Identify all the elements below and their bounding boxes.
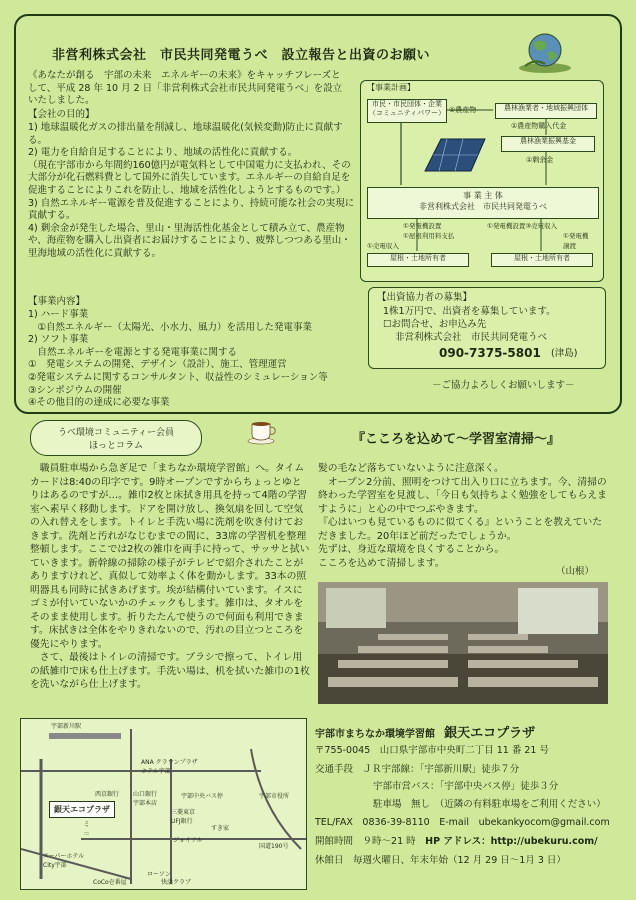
entity-label: 事 業 主 体 [463, 191, 503, 200]
facility-name-main: 銀天エコプラザ [444, 726, 536, 741]
purpose-item: 2) 電力を自給自足することにより、地域の活性化に貢献する。 （現在宇部市から年間約160億円が電気料として中国電力に支払われ、その大部分が化石燃料費として国外に消失しています。エネルギーの自給自足を促進することによりこれを防止し、地域を活性化しようとするものです。） [28, 147, 351, 196]
fund-box: 農林漁業振興基金 [501, 136, 595, 152]
transport-label: 交通手段 [315, 763, 354, 775]
map-west-bank-label: 西京銀行 [95, 791, 120, 798]
business-item: 自然エネルギーを電源とする発電事業に関する [28, 346, 238, 358]
business-item: ① 発電システムの開発、デザイン（設計）、施工、管理運営 [28, 359, 287, 371]
facility-info [315, 722, 625, 867]
map-mt-label: ミ ＝ [83, 820, 90, 838]
invest-heading: 【出資協力者の募集】 [377, 292, 473, 303]
plan-diagram [360, 80, 604, 282]
entity-name: 非営利株式会社 市民共同発電うべ [419, 202, 547, 211]
coffee-cup-icon [246, 414, 278, 446]
access-map [20, 718, 307, 890]
invest-line1: 1株1万円で、出資者を募集しています。 [383, 306, 556, 317]
business-item: ③シンポジウムの開催 [28, 384, 122, 396]
map-joyful-label: ジョイフル [173, 837, 203, 844]
purpose-item: 1) 地球温暖化ガスの排出量を削減し、地球温暖化(気候変動)防止に貢献する。 [28, 122, 343, 146]
page-title: 非営利株式会社 市民共同発電うべ 設立報告と出資のお願い [52, 48, 431, 63]
column-badge-line2: ほっとコラム [89, 441, 143, 451]
hp-link[interactable]: http://ubekuru.com/ [490, 835, 598, 847]
farm-payment-label: ①農産物購入代金 [511, 122, 567, 130]
hours-label: 開館時間 [315, 835, 354, 847]
generator-transfer-label: ①発電機 譲渡 [563, 232, 589, 250]
transport-bus: 宇部市営バス：「宇部中央バス停」徒歩３分 [373, 781, 559, 793]
purpose-list [28, 122, 358, 261]
globe-icon [515, 30, 575, 74]
map-route190-label: 国道190号 [259, 843, 289, 850]
column-badge-line1: うべ環境コミュニティー会員 [57, 428, 175, 438]
purpose-item: 3) 自然エネルギー電源を普及促進することにより、持続可能な社会の実現に貢献する。 [28, 197, 355, 222]
community-box: 市民・市民団体・企業 （コミュニティパワー） [367, 99, 447, 123]
business-list [28, 309, 368, 410]
business-item: ②発電システムに関するコンサルタント、収益性のシミュレーション等 [28, 371, 328, 383]
column-right-text: 髪の毛など落ちていないように注意深く。 オープン2分前、照明をつけて出入り口に立ちます。今、清掃の終わった学習室を見渡し、「今日も気持ちよく勉強をしてもらえますように」と心の中でつぶやきます。 『心はいつも見ているものに似てくる』ということを教えていただきました。20年ほど前だったでしょうか。 先ずは、身近な環境を良くすることから。 こころを込めて清掃します。 [318, 463, 607, 569]
classroom-photo [318, 582, 608, 704]
hours-value: ９時～21 時 [362, 835, 416, 847]
invest-phone: 090-7375-5801 [439, 346, 541, 360]
business-item: 2) ソフト事業 [28, 334, 89, 346]
invest-line2: ☐お問合せ、お申込み先 [383, 319, 487, 330]
business-item: ①自然エネルギー（太陽光、小水力、風力）を活用した発電事業 [28, 321, 313, 333]
thanks-text: －ご協力よろしくお願いします－ [432, 380, 575, 391]
map-lawson-label: ローソン [147, 871, 171, 878]
invest-line3: 非営利株式会社 市民共同発電うべ [395, 332, 548, 343]
intro-text: 《あなたが創る 宇部の未来 エネルギーの未来》をキャッチフレーズとして、平成 28 年 10 月 2 日「非営利株式会社市民共同発電うべ」を設立いたしました。 [28, 70, 343, 107]
column-title: 『こころを込めて～学習室清掃～』 [352, 432, 561, 447]
business-heading: 【事業内容】 [28, 296, 86, 307]
closed-value: 毎週火曜日、年末年始（12 月 29 日～1月 3 日） [353, 854, 566, 866]
map-bus-stop-label: 宇部中央バス停 [181, 793, 224, 800]
map-crown-label: ANA クラウンプラザ ホテル宇部 [141, 759, 198, 775]
business-item: ④その他目的の達成に必要な事業 [28, 397, 170, 409]
closed-label: 休館日 [315, 854, 344, 866]
rooftop-fee-label: ①屋根利用料支払 [403, 232, 455, 240]
plan-heading: 【事業計画】 [367, 83, 415, 92]
farm-products-label: ①農産物 [449, 106, 477, 114]
map-ufj-label: 三菱東京 UFJ銀行 [171, 809, 196, 825]
invest-contact-name: (津島) [551, 348, 578, 359]
owner-box-1: 屋根・土地所有者 [367, 253, 469, 267]
map-city-hall-label: 宇部市役所 [259, 793, 290, 800]
farm-group-box: 農林漁業者・地域振興団体 [495, 103, 597, 119]
tel-value: 0836-39-8110 [362, 817, 430, 829]
equipment-transfer-label: ①発電機設置③売電収入 [487, 222, 558, 230]
transport-jr: ＪＲ宇部線：「宇部新川駅」徒歩７分 [362, 763, 520, 775]
invest-box [368, 287, 606, 369]
plan-arrows [361, 81, 603, 281]
facility-name-prefix: 宇部市まちなか環境学習館 [315, 729, 435, 740]
map-super-hotel-label: スーパーホテル City宇部 [43, 853, 85, 869]
parking-text: 駐車場 無し （近隣の有料駐車場をご利用ください） [373, 798, 606, 810]
column-badge [30, 420, 202, 456]
install-label: ①発電機設置 [403, 222, 442, 230]
email-value[interactable]: ubekankyocom@gmail.com [478, 817, 610, 829]
map-club-label: 快活クラブ [161, 879, 192, 886]
hp-label: HP アドレス： [425, 835, 491, 847]
map-sukiya-label: すき家 [211, 825, 230, 832]
sales-income-label: ①売電収入 [367, 242, 399, 250]
map-coco-label: CoCo壱番屋 [93, 879, 127, 886]
column-left-text: 職員駐車場から急ぎ足で「まちなか環境学習館」へ。タイムカードは8:40の印字です。9時オープンですからちょっとゆとりはあるのですが…。雑巾2枚と床拭き用具を持って4階の学習室へ素早く移動します。ドアを開け放し、換気扇を回して空気の入れ替えをします。トイレと手洗い場に洗剤を吹き付けておきます。洗剤と汚れがなじむまでの間に、33席の学習机を整理整頓します。ここでは2枚の雑巾を両手に持って、サッサと拭いていきます。新幹線の掃除の様子がテレビで紹介されたことがありますけれど、真似して効率よく体を動かします。33本の照明器具も同時に拭きあげます。埃が結構付いています。イスにゴミが付いていないかのチェックもします。雑巾は、タオルをそのまま使用します。折りたたんで使うので何面も利用できます。床拭きは全体をやりきれないので、汚れの目立つところを優先にやります。 さて、最後はトイレの清掃です。ブラシで擦って、トイレ用の紙雑巾で床も仕上げます。手洗い場は、机を拭いた雑巾の1枚を洗いながら仕上げます。 [30, 463, 310, 690]
facility-address: 〒755-0045 山口県宇部市中央町二丁目 11 番 21 号 [315, 745, 549, 756]
email-label: E-mail [439, 817, 470, 829]
business-item: 1) ハード事業 [28, 309, 89, 320]
map-ecoplaza-marker: 銀天エコプラザ [49, 801, 115, 818]
owner-box-2: 屋根・土地所有者 [491, 253, 593, 267]
tel-label: TEL/FAX [315, 817, 353, 829]
column-author: （山根） [556, 566, 595, 577]
purpose-item: 4) 剰余金が発生した場合、里山・里海活性化基金として積み立て、農産物や、海産物を購入し出資者にお届けすることにより、疲弊しつつある里山・里海地域の活性化に貢献する。 [28, 222, 351, 259]
map-yamaguchi-bank-label: 山口銀行 宇部本店 [133, 791, 158, 807]
map-station-label: 宇部新川駅 [51, 723, 82, 730]
surplus-label: ①剰余金 [526, 156, 554, 164]
purpose-heading: 【会社の目的】 [28, 109, 95, 120]
